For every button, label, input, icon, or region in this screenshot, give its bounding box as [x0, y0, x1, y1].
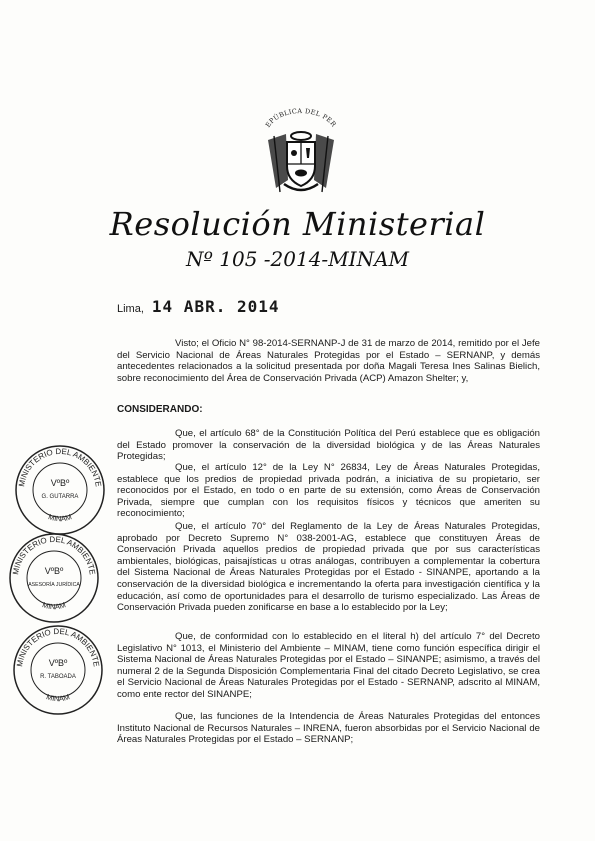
seal-top-text: MINISTERIO DEL AMBIENTE [15, 626, 101, 668]
seal-bottom-text: MINAM [45, 692, 71, 704]
paragraph-1: Que, el artículo 68° de la Constitución Política del Perú establece que es obligación del Estado promover la conservación de la diversidad biológica y de las Áreas Naturales Protegidas; [117, 428, 540, 463]
seal-inner-text: R. TABOADA [40, 674, 76, 680]
document-title: Resolución Ministerial [109, 205, 486, 243]
date-place: Lima, [117, 303, 144, 315]
paragraph-3: Que, el artículo 70° del Reglamento de la Ley de Áreas Naturales Protegidas, aprobado por Decreto Supremo N° 038-2001-AG, establece que constituyen Áreas de Conservación Privada aquellos predios de propiedad privada que por sus características ambientales, biológicas, paisajísticas u otras análogas, contribuyen a complementar la cobertura del Sistema Nacional de Áreas Naturales Protegidas por el Estado - SINANPE, aportando a la conservación de la diversidad biológica e incrementando la oferta para investigación científica y la educación, así como de oportunidades para el desarrollo de turismo especializado. Las Áreas de Conservación Privada pueden zonificarse en base a lo establecido por la Ley; [117, 521, 540, 614]
date-line [117, 297, 280, 316]
seal-vobo: VºBº [44, 566, 64, 576]
approval-seal-stamp [8, 620, 108, 720]
seal-bottom-text: MINAM [47, 512, 73, 524]
paragraph-4: Que, de conformidad con lo establecido en el literal h) del artículo 7° del Decreto Legislativo N° 1013, el Ministerio del Ambiente – MINAM, tiene como función específica dirigir el Sistema Nacional de Áreas Naturales Protegidas por el Estado – SINANPE; asimismo, a través del numeral 2 de la Segunda Disposición Complementaria Final del citado Decreto Legislativo, se crea el Servicio Nacional de Áreas Naturales Protegidas por el Estado - SERNANP, adscrito al MINAM, como ente rector del SINANPE; [117, 631, 540, 700]
paragraph-5: Que, las funciones de la Intendencia de Áreas Naturales Protegidas del entonces Instituto Nacional de Recursos Naturales – INRENA, fueron absorbidas por el Servicio Nacional de Áreas Naturales Protegidas por el Estado – SERNANP; [117, 711, 540, 746]
svg-text:MINAM [45, 692, 71, 703]
seal-bottom-text: MINAM [41, 600, 67, 612]
resolution-number: Nº 105 -2014-MINAM [185, 247, 409, 271]
approval-seal-stamp [4, 528, 104, 628]
seal-inner-text: ASESORÍA JURÍDICA [28, 582, 80, 588]
considerando-heading: CONSIDERANDO: [117, 404, 203, 415]
paragraph-2: Que, el artículo 12° de la Ley N° 26834, Ley de Áreas Naturales Protegidas, establece que los predios de propiedad privada podrán, a iniciativa de su propietario, ser reconocidos por el Estado, en todo o en parte de su extensión, como Áreas de Conservación Privada, siempre que cumplan con los requisitos físicos y técnicos que ameriten su reconocimiento; [117, 462, 540, 520]
seal-inner-text: G. GUTARRA [41, 494, 79, 500]
seal-top-text: MINISTERIO DEL AMBIENTE [11, 534, 97, 576]
visto-paragraph: Visto; el Oficio N° 98-2014-SERNANP-J de 31 de marzo de 2014, remitido por el Jefe del Servicio Nacional de Áreas Naturales Protegidas por el Estado – SERNANP, y demás antecedentes relacionados a la solicitud presentada por doña Magali Teresa Ines Salinas Bielich, sobre reconocimiento del Área de Conservación Privada (ACP) Amazon Shelter; y, [117, 338, 540, 384]
svg-text:REPÚBLICA DEL PERÚ: EPÚBLICA DEL PER [263, 106, 338, 129]
seal-vobo: VºBº [48, 658, 68, 668]
date-value: 14 ABR. 2014 [151, 297, 280, 316]
svg-text:MINAM [47, 512, 73, 523]
svg-text:MINAM [41, 600, 67, 611]
seal-vobo: VºBº [50, 478, 70, 488]
coat-of-arms-emblem [258, 100, 344, 198]
approval-seal-stamp [10, 440, 110, 540]
seal-top-text: MINISTERIO DEL AMBIENTE [17, 446, 103, 488]
